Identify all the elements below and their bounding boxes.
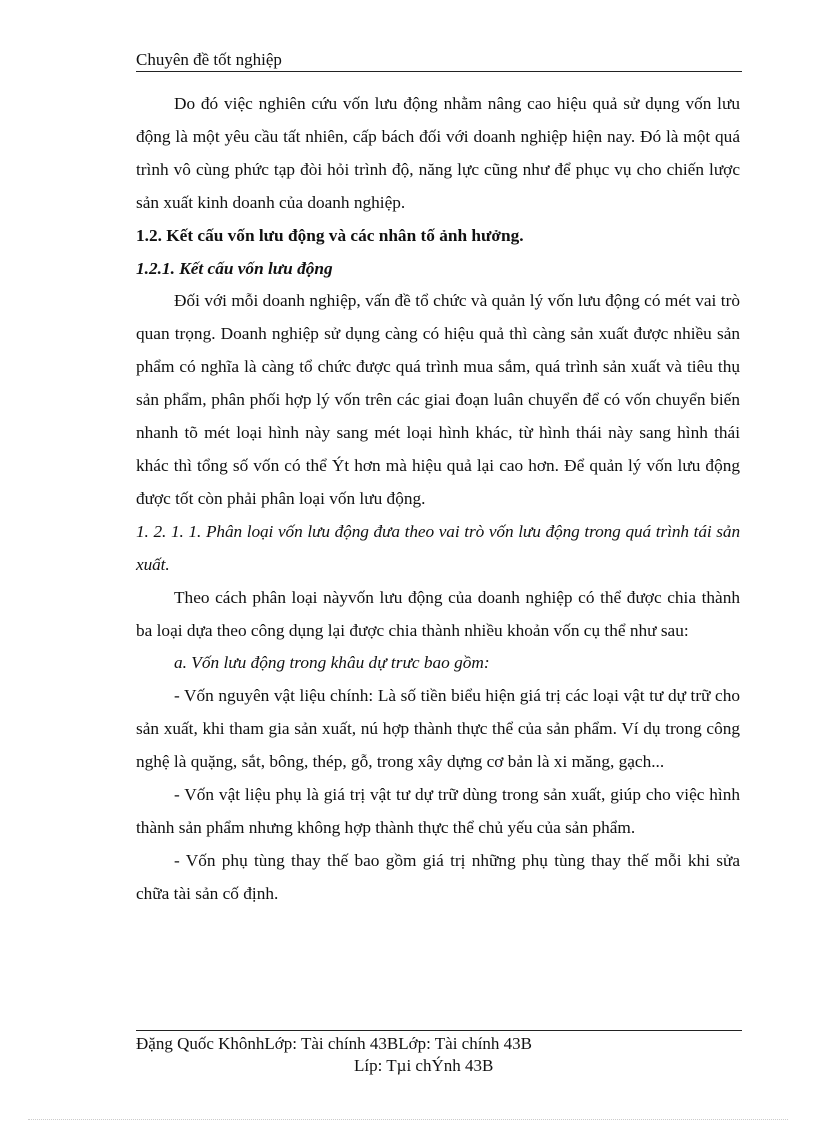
page-edge-dots [28,1119,788,1120]
header-divider [136,71,742,72]
footer-author-line: Đặng Quốc KhônhLớp: Tài chính 43BLớp: Tài chính 43B [136,1034,533,1053]
section-heading-1-2: 1.2. Kết cấu vốn lưu động và các nhân tố ảnh hưởng. [136,225,524,245]
footer-divider [136,1030,742,1031]
subsection-heading-1-2-1: 1.2.1. Kết cấu vốn lưu động [136,258,333,278]
bullet-spare-parts: - Vốn phụ tùng thay thế bao gồm giá trị những phụ tùng thay thế mỗi khi sửa chữa tài sản cố định. [136,850,740,903]
footer-class-line: Líp: Tµi chÝnh 43B [354,1056,494,1075]
paragraph-classification: Theo cách phân loại nàyvốn lưu động của doanh nghiệp có thể được chia thành ba loại dựa theo công dụng lại được chia thành nhiều khoản vốn cụ thể như sau: [136,587,740,640]
document-body [136,88,740,911]
bullet-main-materials: - Vốn nguyên vật liệu chính: Là số tiền biểu hiện giá trị các loại vật tư dự trữ cho sản xuất, khi tham gia sản xuất, nú hợp thành thực thể của sản phẩm. Ví dụ trong công nghệ là quặng, sắt, bông, thép, gỗ, trong xây dựng cơ bản là xi măng, gạch... [136,686,740,772]
paragraph-structure: Đối với mỗi doanh nghiệp, vấn đề tổ chức và quản lý vốn lưu động có mét vai trò quan trọng. Doanh nghiệp sử dụng càng có hiệu quả thì càng sản xuất được nhiều sản phẩm có nghĩa là càng tổ chức được quá trình mua sắm, quá trình sản xuất và tiêu thụ sản phẩm, phân phối hợp lý vốn trên các giai đoạn luân chuyển để có vốn chuyển biến nhanh tõ mét loại hình này sang mét loại hình khác, từ hình thái này sang hình thái khác thì tổng số vốn có thể Ýt hơn mà hiệu quả lại cao hơn. Để quản lý vốn lưu động được tốt còn phải phân loại vốn lưu động. [136,291,740,508]
subheading-a: a. Vốn lưu động trong khâu dự trưc bao gồm: [174,653,490,673]
subsubsection-heading-1-2-1-1: 1. 2. 1. 1. Phân loại vốn lưu động đưa theo vai trò vốn lưu động trong quá trình tái sản xuất. [136,521,740,574]
paragraph-intro: Do đó việc nghiên cứu vốn lưu động nhằm nâng cao hiệu quả sử dụng vốn lưu động là một yêu cầu tất nhiên, cấp bách đối với doanh nghiệp hiện nay. Đó là một quá trình vô cùng phức tạp đòi hỏi trình độ, năng lực cũng như để phục vụ cho chiến lược sản xuất kinh doanh của doanh nghiệp. [136,94,740,212]
header-title: Chuyên đề tốt nghiệp [136,50,282,69]
bullet-auxiliary-materials: - Vốn vật liệu phụ là giá trị vật tư dự trữ dùng trong sản xuất, giúp cho việc hình thành sản phẩm nhưng không hợp thành thực thể chủ yếu của sản phẩm. [136,785,740,837]
